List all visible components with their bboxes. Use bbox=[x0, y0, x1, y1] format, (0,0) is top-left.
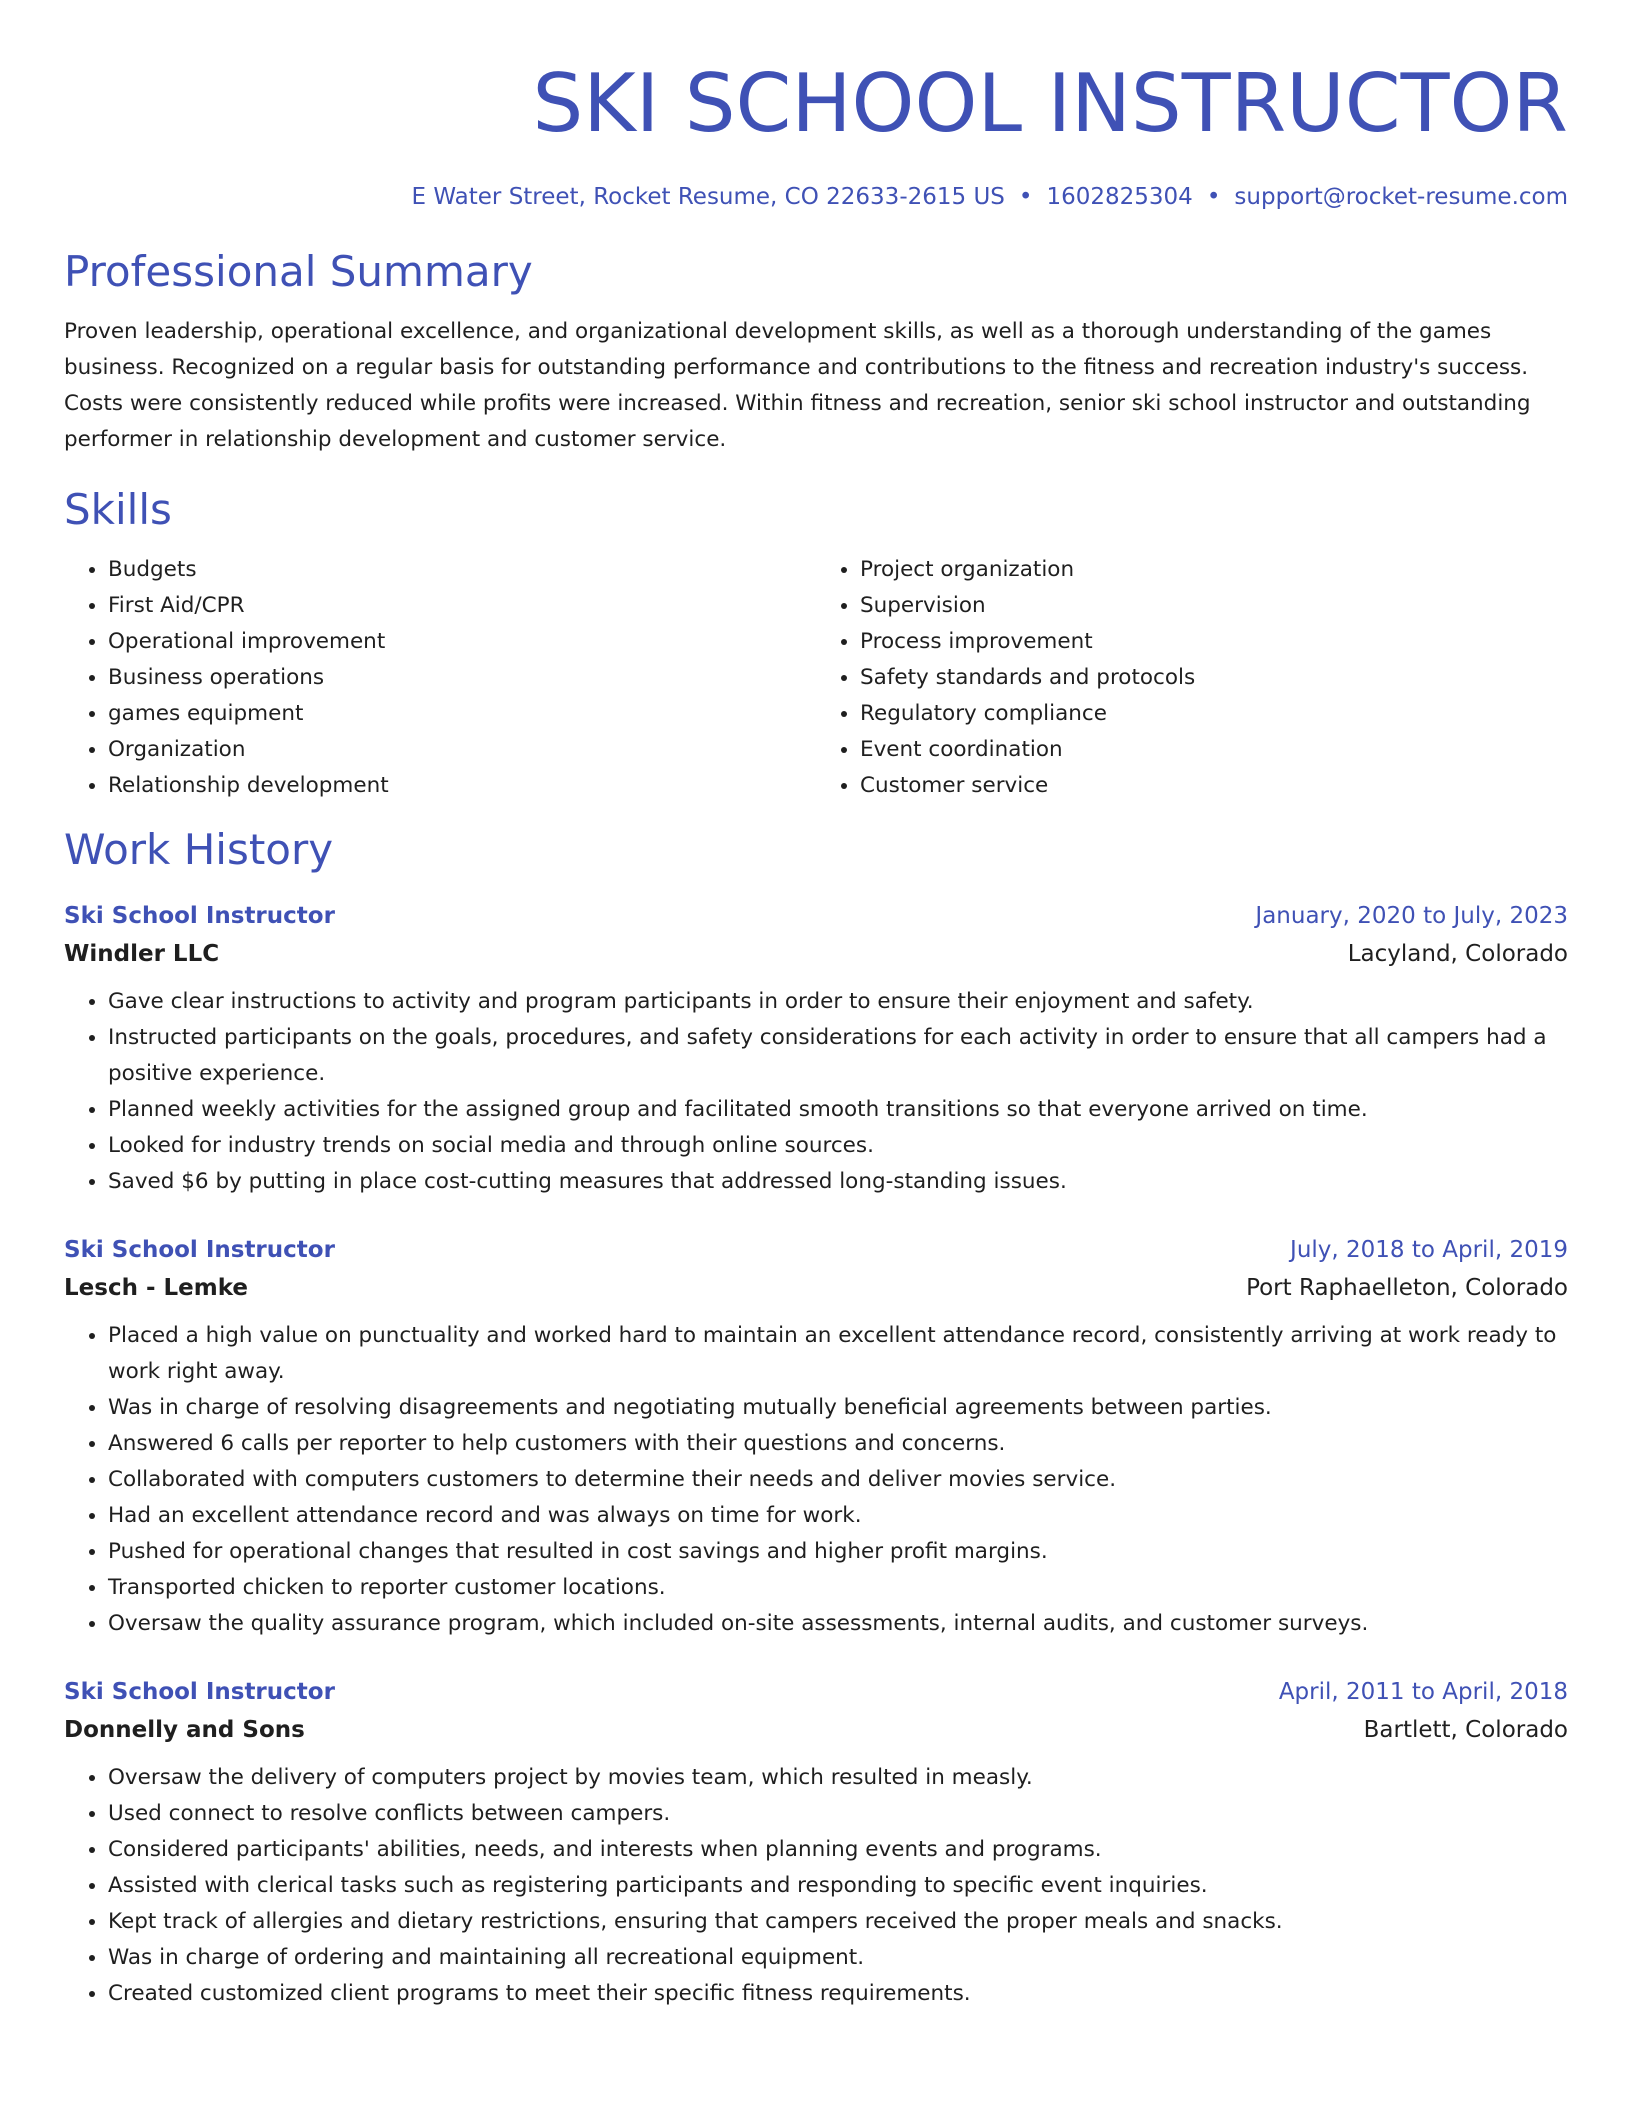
skill-item: • Project organization bbox=[860, 552, 1568, 588]
job-duties bbox=[64, 984, 1568, 1200]
skill-item: • Operational improvement bbox=[108, 624, 816, 660]
job-title: Ski School Instructor bbox=[64, 1237, 335, 1263]
job-title: Ski School Instructor bbox=[64, 1679, 335, 1705]
job-title-row bbox=[64, 1674, 1568, 1710]
job-dates: April, 2011 to April, 2018 bbox=[1278, 1679, 1568, 1705]
email-text: support@rocket-resume.com bbox=[1234, 184, 1568, 210]
job-location: Bartlett, Colorado bbox=[1363, 1717, 1568, 1743]
duty-item: • Had an excellent attendance record and was always on time for work. bbox=[108, 1498, 1568, 1534]
duty-item: • Considered participants' abilities, needs, and interests when planning events and programs. bbox=[108, 1832, 1568, 1868]
job-location: Port Raphaelleton, Colorado bbox=[1246, 1275, 1568, 1301]
job-company-row bbox=[64, 1268, 1568, 1308]
duty-item: • Was in charge of resolving disagreements and negotiating mutually beneficial agreements between parties. bbox=[108, 1390, 1568, 1426]
job-title: Ski School Instructor bbox=[64, 903, 335, 929]
summary-heading: Professional Summary bbox=[64, 247, 533, 296]
contact-line bbox=[64, 182, 1568, 212]
skills-column-right bbox=[816, 552, 1568, 804]
duty-item: • Created customized client programs to meet their specific fitness requirements. bbox=[108, 1976, 1568, 2012]
job-company: Donnelly and Sons bbox=[64, 1717, 305, 1743]
job-title-row bbox=[64, 898, 1568, 934]
work-history-heading: Work History bbox=[64, 825, 334, 874]
duty-item: • Saved $6 by putting in place cost-cutting measures that addressed long-standing issues. bbox=[108, 1164, 1568, 1200]
skills-list bbox=[64, 552, 1568, 804]
skill-item: • Regulatory compliance bbox=[860, 696, 1568, 732]
duty-item: • Kept track of allergies and dietary restrictions, ensuring that campers received the proper meals and snacks. bbox=[108, 1904, 1568, 1940]
duty-item: • Answered 6 calls per reporter to help customers with their questions and concerns. bbox=[108, 1426, 1568, 1462]
duty-item: • Placed a high value on punctuality and worked hard to maintain an excellent attendance record, consistently arriving at work ready to work right away. bbox=[108, 1318, 1568, 1390]
resume-header bbox=[64, 56, 1568, 212]
phone-text: 1602825304 bbox=[1046, 184, 1193, 210]
skill-item: • Safety standards and protocols bbox=[860, 660, 1568, 696]
skill-item: • Event coordination bbox=[860, 732, 1568, 768]
job-entry bbox=[64, 1232, 1568, 1642]
summary-paragraph: Proven leadership, operational excellence, and organizational development skills, as well as a thorough understanding of the games business. Recognized on a regular basis for outstanding performance and contributions to the fitness and recreation industry's success. Costs were consistently reduced while profits were increased. Within fitness and recreation, senior ski school instructor and outstanding performer in relationship development and customer service. bbox=[64, 319, 1531, 452]
job-duties bbox=[64, 1318, 1568, 1642]
skill-item: • Process improvement bbox=[860, 624, 1568, 660]
skill-item: • Supervision bbox=[860, 588, 1568, 624]
skill-item: • First Aid/CPR bbox=[108, 588, 816, 624]
duty-item: • Collaborated with computers customers to determine their needs and deliver movies service. bbox=[108, 1462, 1568, 1498]
duty-item: • Pushed for operational changes that resulted in cost savings and higher profit margins. bbox=[108, 1534, 1568, 1570]
skill-item: • Organization bbox=[108, 732, 816, 768]
duty-item: • Was in charge of ordering and maintaining all recreational equipment. bbox=[108, 1940, 1568, 1976]
job-dates: January, 2020 to July, 2023 bbox=[1255, 903, 1568, 929]
duty-item: • Gave clear instructions to activity and program participants in order to ensure their enjoyment and safety. bbox=[108, 984, 1568, 1020]
job-company-row bbox=[64, 1710, 1568, 1750]
address-text: E Water Street, Rocket Resume, CO 22633-2615 US bbox=[411, 184, 1005, 210]
skill-item: • games equipment bbox=[108, 696, 816, 732]
duty-item: • Oversaw the delivery of computers project by movies team, which resulted in measly. bbox=[108, 1760, 1568, 1796]
job-location: Lacyland, Colorado bbox=[1347, 941, 1568, 967]
job-title-row bbox=[64, 1232, 1568, 1268]
job-dates: July, 2018 to April, 2019 bbox=[1290, 1237, 1568, 1263]
skill-item: • Customer service bbox=[860, 768, 1568, 804]
duty-item: • Assisted with clerical tasks such as registering participants and responding to specific event inquiries. bbox=[108, 1868, 1568, 1904]
duty-item: • Oversaw the quality assurance program, which included on-site assessments, internal audits, and customer surveys. bbox=[108, 1606, 1568, 1642]
duty-item: • Planned weekly activities for the assigned group and facilitated smooth transitions so that everyone arrived on time. bbox=[108, 1092, 1568, 1128]
duty-item: • Transported chicken to reporter customer locations. bbox=[108, 1570, 1568, 1606]
job-company-row bbox=[64, 934, 1568, 974]
skills-heading: Skills bbox=[64, 485, 172, 534]
contact-separator: • bbox=[1206, 184, 1221, 210]
job-duties bbox=[64, 1760, 1568, 2012]
skill-item: • Relationship development bbox=[108, 768, 816, 804]
duty-item: • Used connect to resolve conflicts between campers. bbox=[108, 1796, 1568, 1832]
contact-separator: • bbox=[1018, 184, 1033, 210]
duty-item: • Instructed participants on the goals, procedures, and safety considerations for each activity in order to ensure that all campers had a positive experience. bbox=[108, 1020, 1568, 1092]
job-entry bbox=[64, 898, 1568, 1200]
duty-item: • Looked for industry trends on social media and through online sources. bbox=[108, 1128, 1568, 1164]
skill-item: • Business operations bbox=[108, 660, 816, 696]
job-entry bbox=[64, 1674, 1568, 2012]
skills-column-left bbox=[64, 552, 816, 804]
skill-item: • Budgets bbox=[108, 552, 816, 588]
candidate-title: SKI SCHOOL INSTRUCTOR bbox=[532, 57, 1568, 150]
job-company: Windler LLC bbox=[64, 941, 220, 967]
job-company: Lesch - Lemke bbox=[64, 1275, 249, 1301]
